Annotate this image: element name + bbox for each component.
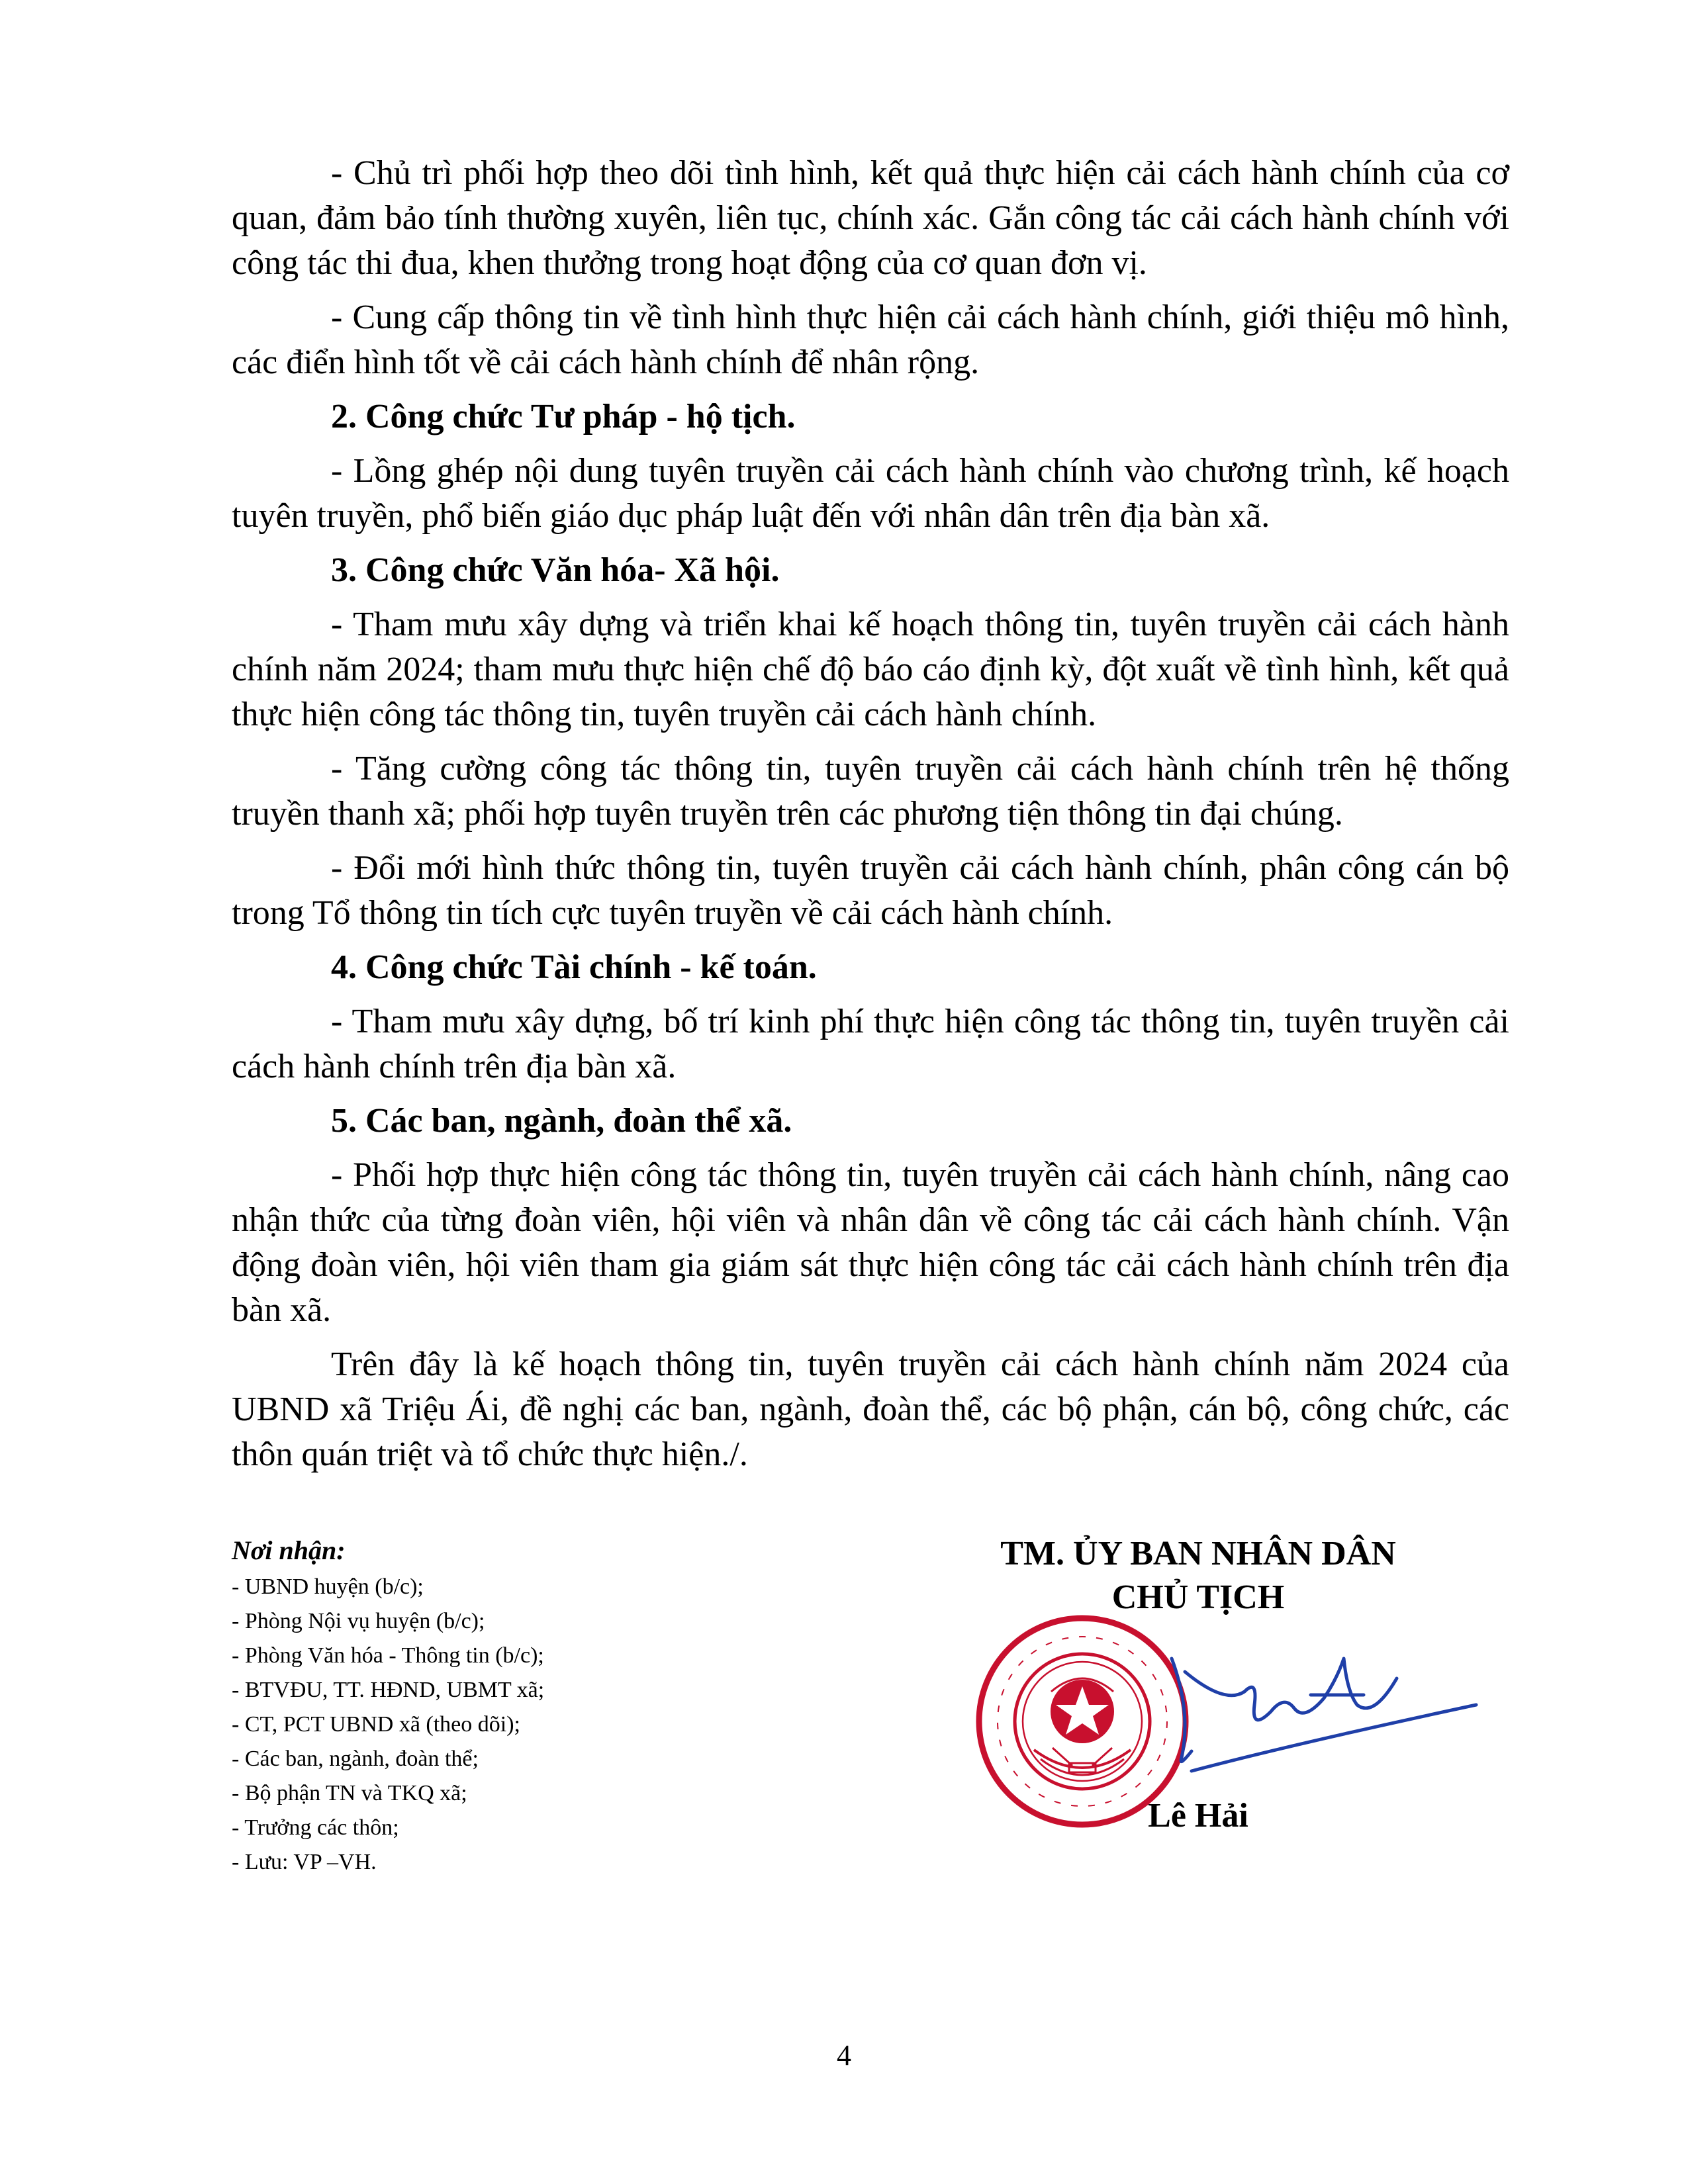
closing-paragraph: Trên đây là kế hoạch thông tin, tuyên truyền cải cách hành chính năm 2024 của UBND xã Triệu Ái, đề nghị các ban, ngành, đoàn thể, các bộ phận, cán bộ, công chức, các thôn quán triệt và tổ chức thực hiện./.	[232, 1345, 1509, 1473]
signer-organization: TM. ỦY BAN NHÂN DÂN	[1000, 1535, 1396, 1572]
recipient-item: - Phòng Văn hóa - Thông tin (b/c);	[232, 1643, 544, 1668]
signature-block	[867, 1533, 1529, 1877]
recipient-item: - Trưởng các thôn;	[232, 1815, 399, 1840]
recipients-block	[232, 1534, 894, 1880]
paragraph: - Tham mưu xây dựng và triển khai kế hoạch thông tin, tuyên truyền cải cách hành chính năm 2024; tham mưu thực hiện chế độ báo cáo định kỳ, đột xuất về tình hình, kết quả thực hiện công tác thông tin, tuyên truyền cải cách hành chính.	[232, 606, 1509, 733]
section-heading: 4. Công chức Tài chính - kế toán.	[331, 948, 817, 986]
recipient-item: - BTVĐU, TT. HĐND, UBMT xã;	[232, 1678, 545, 1702]
paragraph: - Chủ trì phối hợp theo dõi tình hình, kết quả thực hiện cải cách hành chính của cơ quan, đảm bảo tính thường xuyên, liên tục, chính xác. Gắn công tác cải cách hành chính với công tác thi đua, khen thưởng trong hoạt động của cơ quan đơn vị.	[232, 154, 1509, 282]
recipient-item: - Phòng Nội vụ huyện (b/c);	[232, 1609, 485, 1633]
paragraph: - Cung cấp thông tin về tình hình thực hiện cải cách hành chính, giới thiệu mô hình, các điển hình tốt về cải cách hành chính để nhân rộng.	[232, 298, 1509, 381]
paragraph: - Lồng ghép nội dung tuyên truyền cải cách hành chính vào chương trình, kế hoạch tuyên truyền, phổ biến giáo dục pháp luật đến với nhân dân trên địa bàn xã.	[232, 452, 1509, 535]
handwritten-signature-icon	[1145, 1632, 1489, 1784]
recipients-title: Nơi nhận:	[232, 1535, 346, 1565]
section-heading: 3. Công chức Văn hóa- Xã hội.	[331, 551, 780, 589]
recipient-item: - Lưu: VP –VH.	[232, 1850, 377, 1874]
paragraph: - Tăng cường công tác thông tin, tuyên truyền cải cách hành chính trên hệ thống truyền thanh xã; phối hợp tuyên truyền trên các phương tiện thông tin đại chúng.	[232, 750, 1509, 833]
section-heading: 5. Các ban, ngành, đoàn thể xã.	[331, 1102, 792, 1140]
recipient-item: - Các ban, ngành, đoàn thể;	[232, 1747, 479, 1771]
signer-name: Lê Hải	[1148, 1797, 1248, 1835]
recipient-item: - Bộ phận TN và TKQ xã;	[232, 1781, 467, 1805]
recipient-item: - UBND huyện (b/c);	[232, 1574, 424, 1599]
signer-role: CHỦ TỊCH	[1111, 1578, 1285, 1616]
paragraph: - Tham mưu xây dựng, bố trí kinh phí thực hiện công tác thông tin, tuyên truyền cải cách hành chính trên địa bàn xã.	[232, 1003, 1509, 1085]
paragraph: - Đổi mới hình thức thông tin, tuyên truyền cải cách hành chính, phân công cán bộ trong Tổ thông tin tích cực tuyên truyền về cải cách hành chính.	[232, 849, 1509, 932]
section-heading: 2. Công chức Tư pháp - hộ tịch.	[331, 398, 796, 435]
page-number: 4	[837, 2039, 851, 2071]
document-body	[232, 151, 1509, 1486]
paragraph: - Phối hợp thực hiện công tác thông tin, tuyên truyền cải cách hành chính, nâng cao nhận thức của từng đoàn viên, hội viên và nhân dân về công tác cải cách hành chính. Vận động đoàn viên, hội viên tham gia giám sát thực hiện công tác cải cách hành chính trên địa bàn xã.	[232, 1156, 1509, 1329]
recipient-item: - CT, PCT UBND xã (theo dõi);	[232, 1712, 520, 1737]
